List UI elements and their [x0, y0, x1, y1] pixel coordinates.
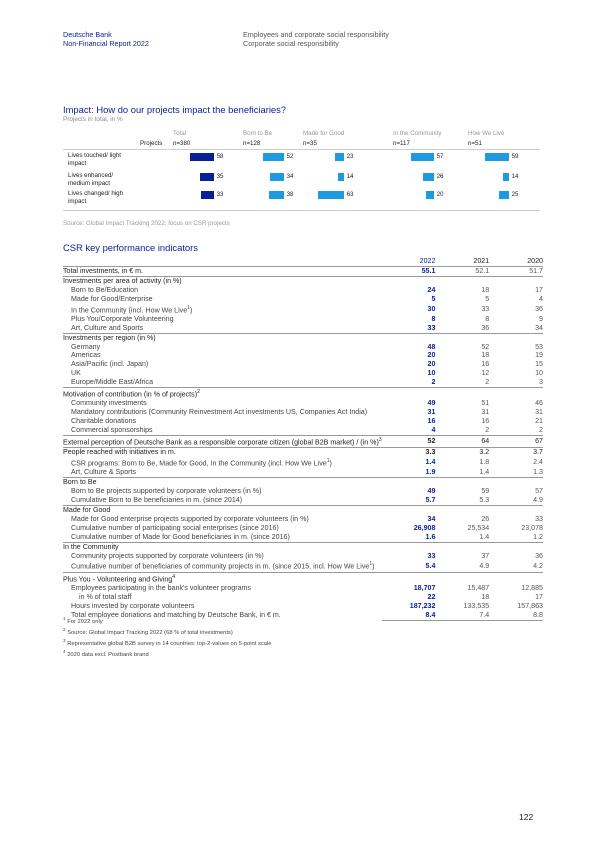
kpi-row-label: Germany: [71, 342, 101, 351]
chart-bar-label: 38: [286, 191, 294, 198]
kpi-row: [63, 468, 543, 477]
kpi-value-2021: 52.1: [435, 266, 489, 276]
kpi-row-label: Cumulative Born to Be beneficiaries in m. (since 2014): [71, 496, 243, 505]
kpi-value-2020: 12,885: [521, 583, 543, 592]
kpi-value-2020: 19: [535, 351, 543, 360]
kpi-row: [63, 572, 543, 584]
kpi-value-2022: [382, 388, 436, 400]
kpi-value-2021: 1.4: [435, 533, 489, 542]
impact-subtitle: Projects in total, in %: [63, 116, 123, 123]
kpi-value-2020: [489, 333, 543, 342]
kpi-table: [63, 257, 543, 621]
kpi-value-2021: 3.2: [435, 448, 489, 457]
kpi-row-label: Mandatory contributions (Community Reinvestment Act investments US, Companies Act India): [71, 408, 368, 417]
kpi-value-2020: 15: [535, 360, 543, 369]
kpi-row: [63, 552, 543, 561]
chart-column-heading: Born to Be: [243, 130, 273, 137]
kpi-value-2022: 33: [382, 324, 436, 333]
kpi-value-2022: 5.7: [382, 496, 436, 505]
kpi-row: [63, 426, 543, 435]
section-title: Corporate social responsibility: [243, 39, 339, 48]
kpi-value-2021: [435, 572, 489, 584]
kpi-value-2020: 4.2: [489, 560, 543, 572]
kpi-value-2022: 2: [382, 378, 436, 387]
kpi-value-2020: 31: [535, 408, 543, 417]
kpi-value-2021: [435, 388, 489, 400]
kpi-row: [63, 435, 543, 447]
kpi-value-2022: 10: [427, 369, 436, 378]
kpi-row-label: Europe/Middle East/Africa: [71, 378, 154, 387]
kpi-row-label: Investments per area of activity (in %): [63, 276, 382, 285]
kpi-value-2020: 67: [489, 435, 543, 447]
kpi-row-label: Community projects supported by corporate volunteers (in %): [71, 551, 264, 560]
kpi-value-2022: [382, 478, 436, 487]
chart-column-heading: Total: [173, 130, 187, 137]
chart-bar: [190, 153, 214, 161]
kpi-row-label: Born to Be projects supported by corporate volunteers (in %): [71, 487, 262, 496]
kpi-value-2020: [489, 478, 543, 487]
kpi-value-2021: 59: [481, 487, 490, 496]
kpi-value-2020: [489, 276, 543, 285]
kpi-row: [63, 457, 543, 468]
year-2022: 2022: [382, 257, 436, 266]
kpi-value-2022: 5: [431, 294, 436, 303]
kpi-row-label: Cumulative number of Made for Good beneficiaries in m. (since 2016): [71, 532, 290, 541]
kpi-value-2022: 20: [427, 360, 436, 369]
kpi-value-2022: 52: [382, 435, 436, 447]
kpi-value-2022: 1.9: [382, 468, 436, 477]
kpi-row: [63, 524, 543, 533]
kpi-value-2021: 4.9: [435, 560, 489, 572]
impact-title: Impact: How do our projects impact the beneficiaries?: [63, 104, 287, 115]
kpi-value-2021: 52: [481, 342, 490, 351]
kpi-value-2021: 2: [435, 426, 489, 435]
footnote: $^3$ Representative global B2B survey in 14 countries: top-2-values on 5-point scale: [63, 638, 272, 648]
footnote: $^2$ Source: Global Impact Tracking 2022 (68 % of total investments): [63, 627, 233, 637]
kpi-row-label: Hours invested by corporate volunteers: [71, 601, 195, 610]
kpi-row: [63, 542, 543, 551]
chart-bar: [200, 173, 214, 181]
kpi-value-2021: 18: [481, 592, 490, 601]
kpi-value-2020: 57: [535, 487, 543, 496]
kpi-value-2020: 17: [535, 285, 543, 294]
kpi-row: [63, 584, 543, 593]
kpi-row: [63, 560, 543, 572]
kpi-value-2021: 31: [481, 408, 490, 417]
kpi-value-2022: 30: [427, 304, 436, 313]
kpi-row: [63, 378, 543, 387]
kpi-header-row: [63, 257, 543, 266]
kpi-value-2021: 2: [435, 378, 489, 387]
chart-bar-label: 26: [436, 173, 444, 180]
kpi-row: [63, 286, 543, 295]
chart-bar-label: 52: [286, 153, 294, 160]
kpi-value-2020: 2: [489, 426, 543, 435]
kpi-row-label: Art, Culture & Sports: [71, 468, 137, 477]
kpi-value-2020: 23,078: [521, 523, 543, 532]
year-2021: 2021: [435, 257, 489, 266]
kpi-row: [63, 333, 543, 342]
chart-bar-label: 59: [511, 153, 519, 160]
kpi-value-2020: 51.7: [489, 266, 543, 276]
chart-bar-label: 35: [216, 173, 224, 180]
report-header: [63, 30, 149, 48]
chart-project-count: n=128: [243, 140, 261, 147]
chart-bar: [270, 173, 284, 181]
kpi-row: [63, 295, 543, 304]
kpi-value-2022: 18,707: [413, 583, 436, 592]
kpi-row: [63, 417, 543, 426]
chart-bar-label: 33: [216, 191, 224, 198]
kpi-row: [63, 593, 543, 602]
kpi-row: [63, 399, 543, 408]
kpi-row: [63, 448, 543, 457]
kpi-value-2022: [382, 276, 436, 285]
chart-row-label: Lives enhanced/ medium impact: [68, 172, 114, 187]
chart-row-label: Lives changed/ high impact: [68, 190, 124, 205]
kpi-row-label: Total investments, in € m.: [63, 266, 382, 276]
kpi-row-label: Commercial sponsorships: [71, 426, 153, 435]
kpi-row-label: Born to Be: [63, 478, 382, 487]
kpi-value-2022: 49: [427, 399, 436, 408]
kpi-row: [63, 515, 543, 524]
kpi-row: [63, 351, 543, 360]
kpi-value-2021: [435, 478, 489, 487]
chart-bar-label: 63: [346, 191, 354, 198]
kpi-row-label: Made for Good/Enterprise: [71, 294, 153, 303]
kpi-value-2021: 18: [481, 285, 490, 294]
kpi-value-2022: 3.3: [382, 448, 436, 457]
kpi-value-2021: 18: [481, 351, 490, 360]
kpi-row-label: Americas: [71, 351, 101, 360]
kpi-value-2021: 16: [481, 360, 490, 369]
kpi-row-label: Cumulative number of participating social enterprises (since 2016): [71, 523, 279, 532]
kpi-value-2021: 15,487: [467, 583, 490, 592]
chart-bar-label: 14: [346, 173, 354, 180]
chart-bar: [335, 153, 344, 161]
kpi-value-2022: 33: [427, 551, 436, 560]
kpi-value-2020: [489, 506, 543, 515]
kpi-row-label: Motivation of contribution (in % of projects)$^2$: [63, 388, 382, 400]
kpi-row-label: People reached with initiatives in m.: [63, 448, 382, 457]
kpi-value-2022: 55.1: [382, 266, 436, 276]
chart-divider: [63, 149, 540, 150]
kpi-value-2020: 2.4: [533, 458, 543, 467]
kpi-value-2020: 46: [535, 399, 543, 408]
kpi-row-label: Cumulative number of beneficiaries of community projects in m. (since 2015, incl. How We Live$^1$): [71, 561, 375, 571]
footnote: $^4$ 2020 data excl. Postbank brand: [63, 649, 149, 659]
kpi-value-2021: 1.8: [479, 458, 490, 467]
kpi-value-2020: 1.3: [489, 468, 543, 477]
chart-bar: [485, 153, 509, 161]
kpi-row: [63, 360, 543, 369]
kpi-title: CSR key performance indicators: [63, 242, 198, 253]
kpi-row-label: Investments per region (in %): [63, 333, 382, 342]
kpi-value-2020: [489, 542, 543, 551]
kpi-value-2020: 3.7: [489, 448, 543, 457]
kpi-value-2020: 1.2: [489, 533, 543, 542]
kpi-value-2020: 3: [489, 378, 543, 387]
kpi-value-2020: 10: [535, 369, 543, 378]
kpi-row: [63, 343, 543, 352]
kpi-value-2022: 22: [427, 592, 436, 601]
impact-chart: [63, 130, 540, 212]
chart-bar: [263, 153, 284, 161]
chart-source: Source: Global Impact Tracking 2022; focus on CSR projects: [63, 220, 230, 227]
kpi-value-2022: 4: [382, 426, 436, 435]
kpi-row: [63, 602, 543, 611]
kpi-value-2021: 37: [481, 551, 490, 560]
chart-bar: [499, 191, 509, 199]
kpi-value-2021: 25,534: [467, 523, 490, 532]
kpi-value-2020: 9: [539, 314, 543, 323]
kpi-row-label: Made for Good enterprise projects supported by corporate volunteers (in %): [71, 514, 309, 523]
chart-bar-label: 20: [436, 191, 444, 198]
kpi-value-2021: 16: [481, 417, 490, 426]
chart-bar: [426, 191, 434, 199]
year-2020: 2020: [489, 257, 543, 266]
chart-bar: [201, 191, 214, 199]
kpi-value-2021: 12: [481, 369, 490, 378]
kpi-value-2022: 16: [427, 417, 436, 426]
kpi-value-2022: 26,908: [413, 523, 436, 532]
kpi-value-2021: 36: [435, 324, 489, 333]
kpi-value-2020: 34: [489, 324, 543, 333]
kpi-value-2021: [435, 506, 489, 515]
kpi-value-2021: 1.4: [435, 468, 489, 477]
chart-bar: [423, 173, 434, 181]
chart-bar-label: 58: [216, 153, 224, 160]
kpi-row: [63, 315, 543, 324]
kpi-value-2022: 31: [427, 408, 436, 417]
kpi-value-2020: [489, 572, 543, 584]
kpi-value-2021: 64: [435, 435, 489, 447]
chart-bar-label: 34: [286, 173, 294, 180]
kpi-row: [63, 408, 543, 417]
kpi-row: [63, 276, 543, 285]
kpi-row-label: Made for Good: [63, 506, 382, 515]
kpi-row-label: Art, Culture and Sports: [71, 323, 144, 332]
kpi-value-2020: 21: [535, 417, 543, 426]
kpi-row: [63, 506, 543, 515]
kpi-value-2022: 187,232: [409, 601, 436, 610]
kpi-row-label: Asia/Pacific (incl. Japan): [71, 360, 149, 369]
kpi-value-2020: 17: [535, 592, 543, 601]
kpi-row-label: Plus You/Corporate Volunteering: [71, 314, 174, 323]
kpi-row: [63, 388, 543, 400]
kpi-row: [63, 487, 543, 496]
kpi-value-2021: 8: [485, 314, 490, 323]
chart-bar-label: 57: [436, 153, 444, 160]
chart-bar: [338, 173, 344, 181]
kpi-row-label: In the Community (incl. How We Live$^1$): [71, 304, 193, 314]
footnote: $^1$ For 2022 only: [63, 616, 103, 625]
kpi-row: [63, 324, 543, 333]
chart-column-heading: In the Community: [393, 130, 442, 137]
chart-bottom-rule: [63, 210, 540, 211]
kpi-value-2022: 1.6: [382, 533, 436, 542]
bank-name: Deutsche Bank: [63, 30, 112, 39]
chart-bar-label: 14: [511, 173, 519, 180]
chart-project-count: n=35: [303, 140, 317, 147]
kpi-row: [63, 304, 543, 315]
kpi-value-2022: [382, 333, 436, 342]
kpi-value-2021: [435, 276, 489, 285]
kpi-value-2021: [435, 542, 489, 551]
kpi-row: [63, 478, 543, 487]
chart-project-count: n=380: [173, 140, 191, 147]
kpi-value-2020: 8.8: [489, 611, 543, 620]
kpi-row-label: Plus You - Volunteering and Giving$^4$: [63, 572, 382, 584]
chapter-title: Employees and corporate social responsibility: [243, 30, 389, 39]
kpi-value-2021: 26: [481, 514, 490, 523]
kpi-row-label: Born to Be/Education: [71, 285, 139, 294]
kpi-value-2022: 8.4: [382, 611, 436, 620]
chart-project-count: n=117: [393, 140, 410, 147]
kpi-value-2020: 157,863: [517, 601, 543, 610]
chart-project-count: n=51: [468, 140, 482, 147]
kpi-value-2022: 20: [427, 351, 436, 360]
kpi-value-2020: [489, 388, 543, 400]
kpi-value-2021: 5.3: [435, 496, 489, 505]
chapter-header: [243, 30, 389, 48]
kpi-value-2022: 48: [427, 342, 436, 351]
kpi-value-2020: 4: [539, 294, 543, 303]
chart-bar: [411, 153, 434, 161]
chart-row-label: Lives touched/ light impact: [68, 152, 121, 167]
kpi-row: [63, 533, 543, 542]
kpi-value-2021: 7.4: [435, 611, 489, 620]
kpi-row-label: In the Community: [63, 542, 382, 551]
page-number: 122: [519, 812, 534, 822]
chart-bar-label: 25: [511, 191, 519, 198]
footnotes: [63, 615, 271, 660]
kpi-value-2021: 51: [481, 399, 490, 408]
chart-projects-label: Projects: [140, 140, 163, 147]
kpi-row-label: Charitable donations: [71, 417, 137, 426]
kpi-value-2022: 8: [431, 314, 436, 323]
kpi-value-2020: 33: [535, 514, 543, 523]
kpi-value-2021: 5: [485, 294, 490, 303]
kpi-value-2021: 133,535: [463, 601, 490, 610]
kpi-value-2022: 49: [427, 487, 436, 496]
kpi-value-2022: 34: [427, 514, 436, 523]
kpi-row-label: Community investments: [71, 399, 147, 408]
kpi-row-label: External perception of Deutsche Bank as a responsible corporate citizen (global B2B market) / (in %)$^3$: [63, 436, 382, 447]
chart-bar: [269, 191, 284, 199]
kpi-value-2020: 4.9: [489, 496, 543, 505]
kpi-row: [63, 369, 543, 378]
chart-bar: [503, 173, 509, 181]
kpi-value-2022: 24: [427, 285, 436, 294]
kpi-value-2021: 33: [481, 304, 490, 313]
kpi-row: [63, 266, 543, 276]
kpi-value-2020: 53: [535, 342, 543, 351]
chart-bar: [318, 191, 344, 199]
kpi-row: [63, 496, 543, 505]
kpi-value-2020: 36: [535, 551, 543, 560]
chart-bar-label: 23: [346, 153, 354, 160]
report-name: Non-Financial Report 2022: [63, 39, 149, 48]
kpi-value-2022: 5.4: [382, 560, 436, 572]
kpi-row-label: UK: [71, 369, 81, 378]
kpi-value-2022: [382, 542, 436, 551]
chart-column-heading: How We Live: [468, 130, 505, 137]
kpi-value-2022: 1.4: [425, 458, 436, 467]
kpi-row-label: Total employee donations and matching by Deutsche Bank, in € m.: [71, 610, 281, 619]
kpi-value-2021: [435, 333, 489, 342]
kpi-row-label: CSR programs: Born to Be, Made for Good, In the Community (incl. How We Live$^1$): [71, 458, 332, 468]
kpi-value-2020: 36: [535, 304, 543, 313]
kpi-row-label: Employees participating in the bank's volunteer programs: [71, 583, 251, 592]
kpi-value-2022: [382, 572, 436, 584]
kpi-value-2022: [382, 506, 436, 515]
chart-column-heading: Made for Good: [303, 130, 345, 137]
kpi-row-label: in % of total staff: [79, 592, 132, 601]
